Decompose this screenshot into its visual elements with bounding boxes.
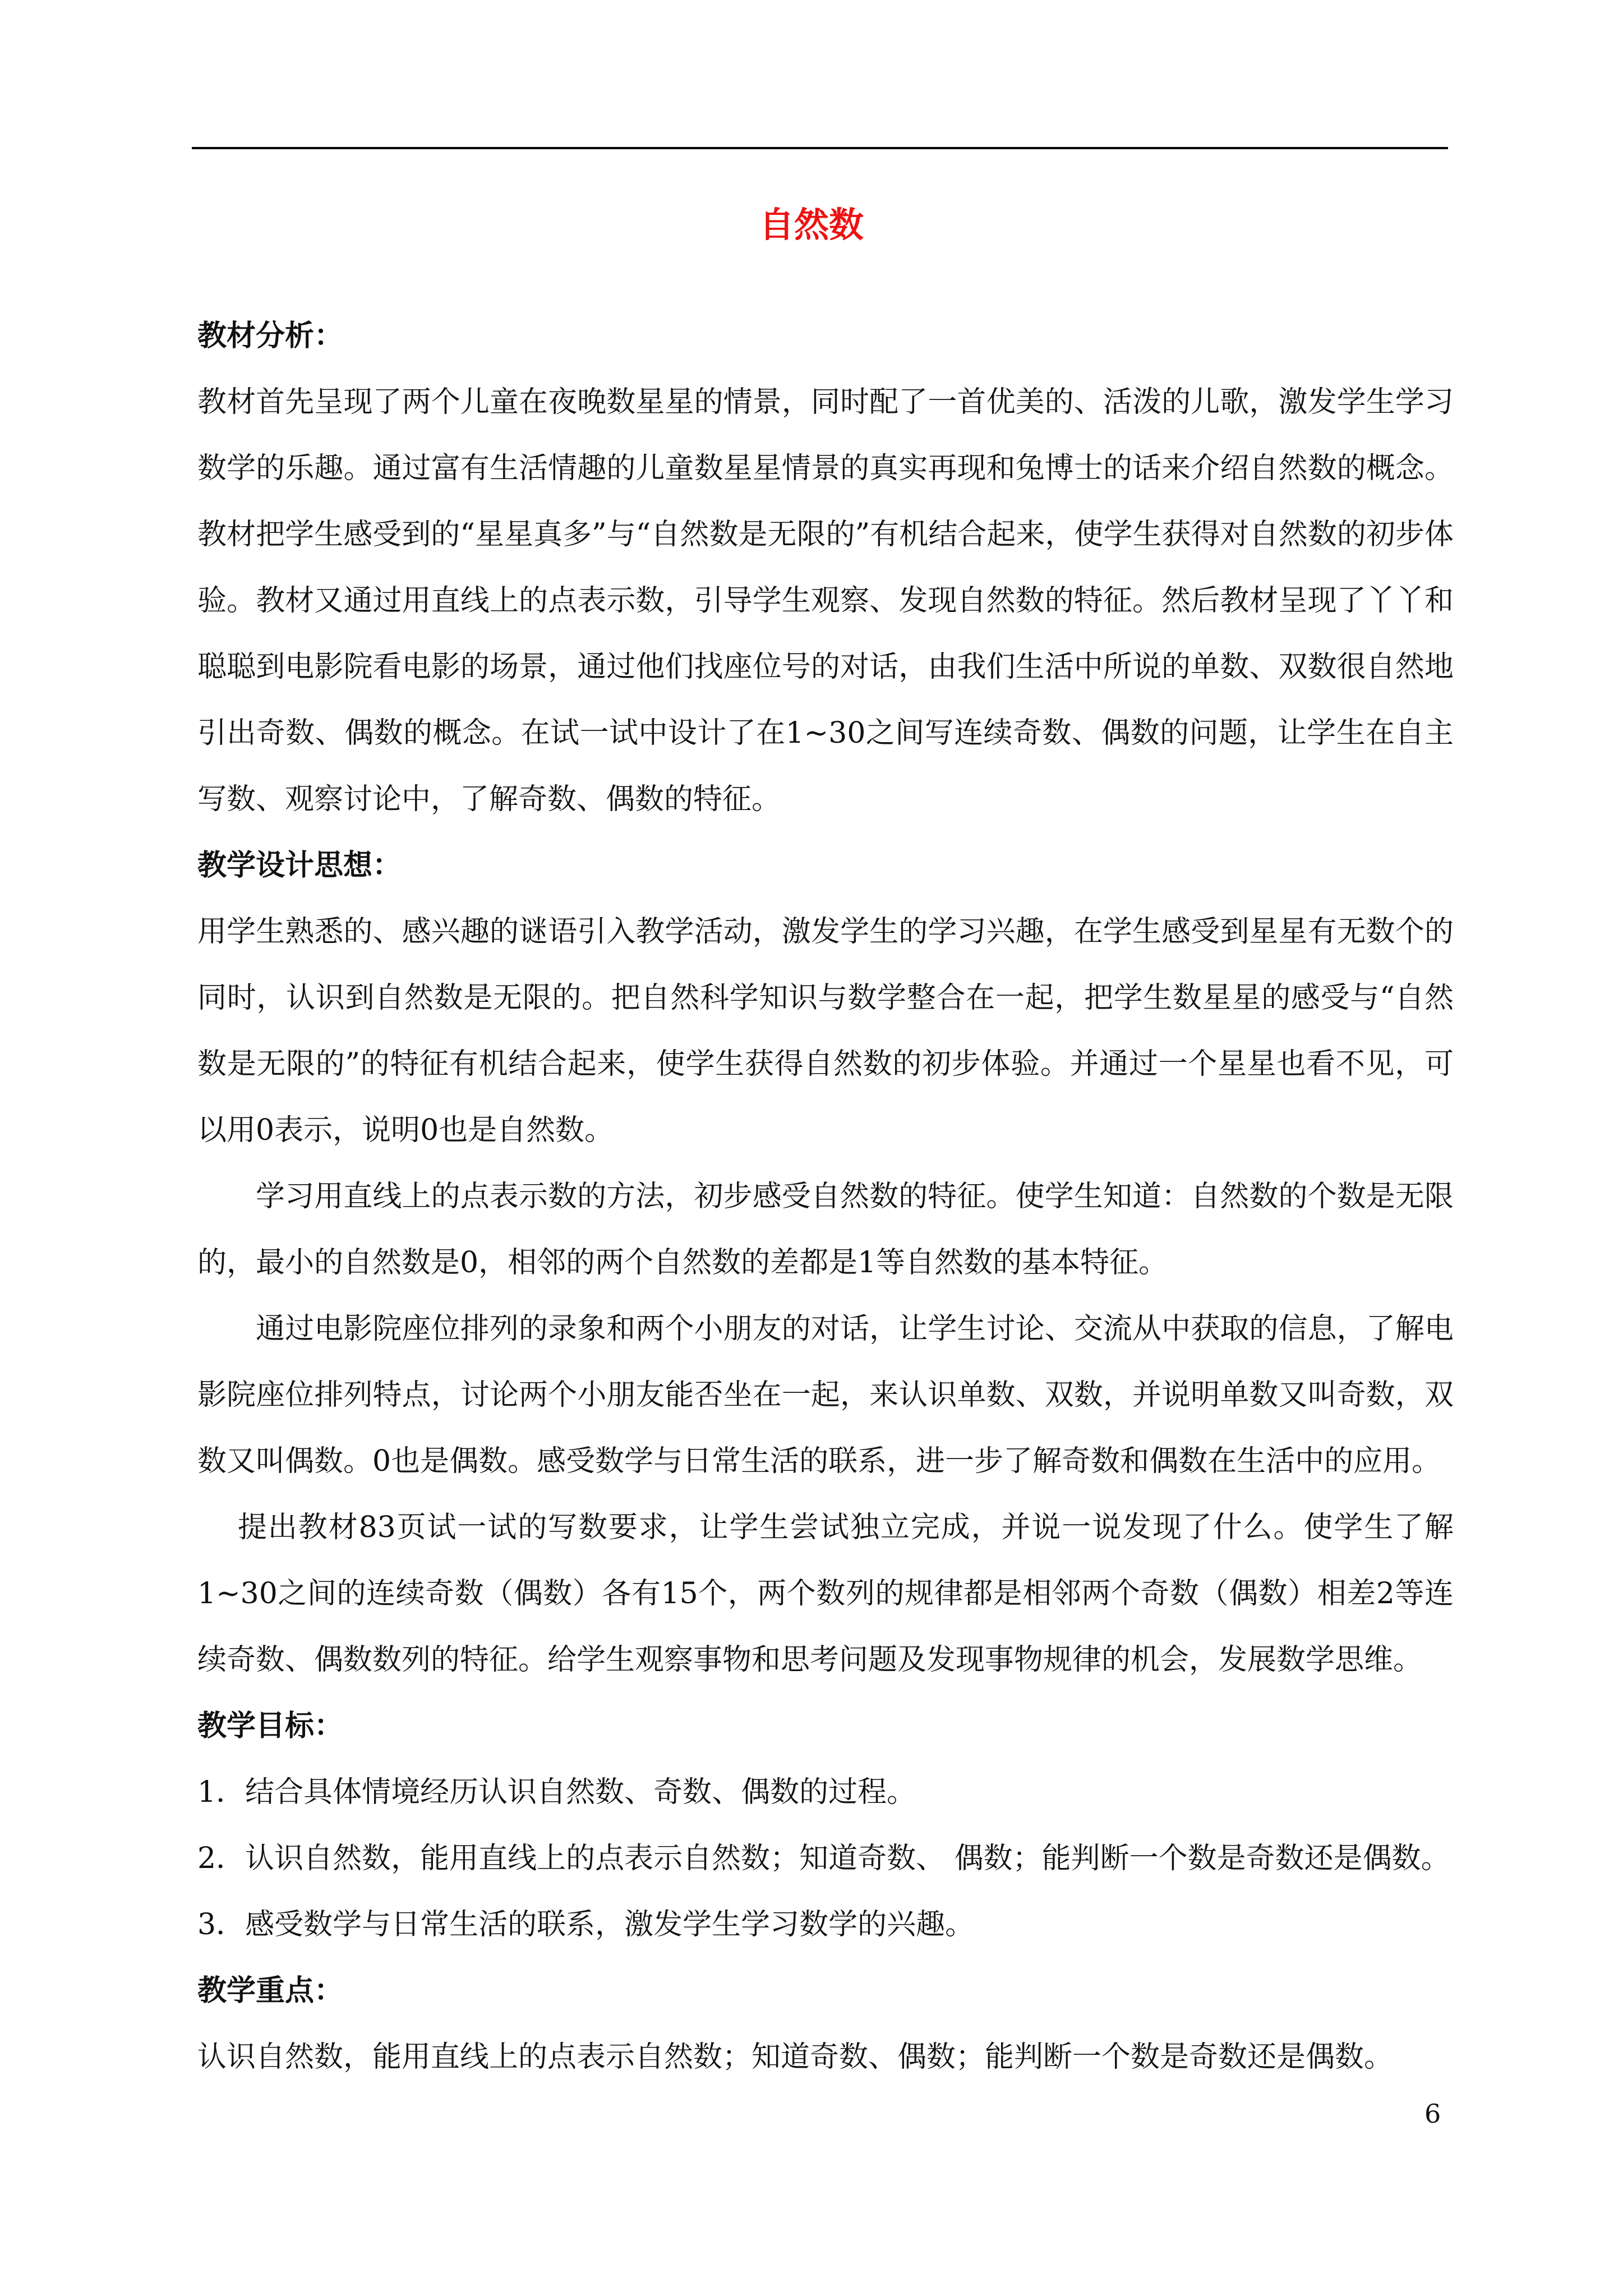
design-paragraph-1: 用学生熟悉的、感兴趣的谜语引入教学活动，激发学生的学习兴趣，在学生感受到星星有无数个的同时，认识到自然数是无限的。把自然科学知识与数学整合在一起，把学生数星星的感受与“自然数是无限的”的特征有机结合起来，使学生获得自然数的初步体验。并通过一个星星也看不见，可以用0表示，说明0也是自然数。: [197, 915, 1454, 1147]
header-rule: [192, 147, 1448, 149]
objective-item-2: 2．认识自然数，能用直线上的点表示自然数；知道奇数、 偶数；能判断一个数是奇数还是偶数。: [197, 1842, 1450, 1875]
page-number: 6: [1424, 2099, 1441, 2129]
design-paragraph-3: 通过电影院座位排列的录象和两个小朋友的对话，让学生讨论、交流从中获取的信息，了解电影院座位排列特点，讨论两个小朋友能否坐在一起，来认识单数、双数，并说明单数又叫奇数，双数又叫偶数。0也是偶数。感受数学与日常生活的联系，进一步了解奇数和偶数在生活中的应用。: [197, 1312, 1454, 1478]
objective-item-3: 3．感受数学与日常生活的联系，激发学生学习数学的兴趣。: [197, 1908, 975, 1941]
analysis-heading: 教材分析：: [197, 319, 344, 353]
design-paragraph-2: 学习用直线上的点表示数的方法，初步感受自然数的特征。使学生知道：自然数的个数是无限的，最小的自然数是0，相邻的两个自然数的差都是1等自然数的基本特征。: [197, 1180, 1454, 1280]
objectives-heading: 教学目标：: [197, 1709, 344, 1743]
analysis-paragraph: 教材首先呈现了两个儿童在夜晚数星星的情景，同时配了一首优美的、活泼的儿歌，激发学生学习数学的乐趣。通过富有生活情趣的儿童数星星情景的真实再现和兔博士的话来介绍自然数的概念。教材把学生感受到的“星星真多”与“自然数是无限的”有机结合起来，使学生获得对自然数的初步体验。教材又通过用直线上的点表示数，引导学生观察、发现自然数的特征。然后教材呈现了丫丫和聪聪到电影院看电影的场景，通过他们找座位号的对话，由我们生活中所说的单数、双数很自然地引出奇数、偶数的概念。在试一试中设计了在1~30之间写连续奇数、偶数的问题，让学生在自主写数、观察讨论中，了解奇数、偶数的特征。: [197, 385, 1454, 816]
key-points-paragraph: 认识自然数，能用直线上的点表示自然数；知道奇数、偶数；能判断一个数是奇数还是偶数。: [197, 2040, 1394, 2074]
design-heading: 教学设计思想：: [197, 848, 402, 882]
document-body: [197, 303, 1454, 2090]
key-points-heading: 教学重点：: [197, 1973, 344, 2008]
design-paragraph-4: 提出教材83页试一试的写数要求，让学生尝试独立完成，并说一说发现了什么。使学生了解1~30之间的连续奇数（偶数）各有15个，两个数列的规律都是相邻两个奇数（偶数）相差2等连续奇数、偶数数列的特征。给学生观察事物和思考问题及发现事物规律的机会，发展数学思维。: [197, 1511, 1454, 1677]
page-title: 自然数: [759, 204, 864, 245]
objective-item-1: 1．结合具体情境经历认识自然数、奇数、偶数的过程。: [197, 1775, 916, 1809]
